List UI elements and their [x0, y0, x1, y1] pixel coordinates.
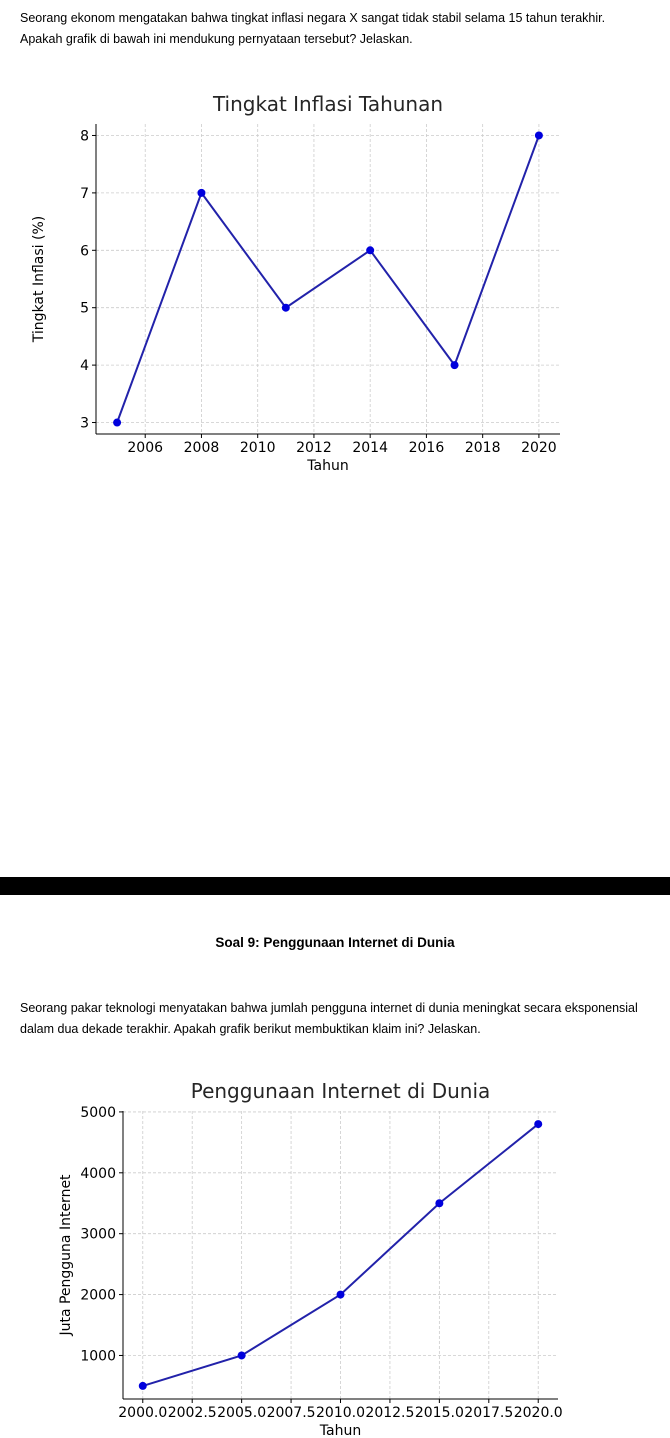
x-tick-label: 2020: [521, 440, 557, 456]
page-divider: [0, 877, 670, 895]
x-tick-label: 2010.0: [316, 1405, 365, 1421]
data-line: [117, 135, 539, 422]
data-point: [282, 304, 290, 312]
y-tick-label: 6: [80, 243, 89, 260]
y-tick-label: 5: [80, 300, 89, 317]
internet-usage-chart: [0, 1078, 670, 1438]
x-axis-label: Tahun: [307, 458, 349, 474]
inflation-chart: [0, 90, 670, 490]
x-tick-label: 2012: [296, 440, 332, 456]
y-tick-label: 3: [80, 415, 89, 432]
x-tick-label: 2010: [239, 440, 276, 456]
data-point: [535, 131, 543, 139]
data-point: [337, 1291, 345, 1299]
question-9-heading: Soal 9: Penggunaan Internet di Dunia: [215, 935, 455, 950]
y-tick-label: 5000: [80, 1104, 116, 1121]
data-point: [113, 419, 121, 427]
data-point: [139, 1382, 147, 1390]
y-axis-label: Juta Pengguna Internet: [58, 1174, 74, 1336]
data-point: [238, 1351, 246, 1359]
y-tick-label: 4000: [80, 1165, 116, 1182]
x-tick-label: 2020.0: [513, 1405, 563, 1421]
question-9-text: Seorang pakar teknologi menyatakan bahwa jumlah pengguna internet di dunia meningkat secara eksponensial dalam dua dekade terakhir. Apakah grafik berikut membuktikan klaim ini? Jelaskan.: [20, 1001, 638, 1036]
y-tick-label: 4: [80, 358, 89, 375]
x-tick-label: 2017.5: [464, 1405, 514, 1421]
y-axis-label: Tingkat Inflasi (%): [31, 215, 47, 343]
chart-title: Penggunaan Internet di Dunia: [190, 1079, 491, 1103]
data-point: [435, 1199, 443, 1207]
y-tick-label: 3000: [80, 1226, 116, 1243]
x-tick-label: 2008: [183, 440, 220, 456]
data-point: [534, 1120, 542, 1128]
x-tick-label: 2002.5: [167, 1405, 217, 1421]
y-tick-label: 8: [80, 128, 89, 145]
x-tick-label: 2007.5: [266, 1405, 316, 1421]
y-tick-label: 7: [80, 185, 89, 202]
x-tick-label: 2006: [127, 440, 164, 456]
data-point: [451, 361, 459, 369]
chart-title: Tingkat Inflasi Tahunan: [212, 92, 444, 116]
data-point: [197, 189, 205, 197]
x-tick-label: 2012.5: [365, 1405, 415, 1421]
x-tick-label: 2018: [464, 440, 501, 456]
y-tick-label: 1000: [80, 1348, 116, 1365]
x-tick-label: 2016: [408, 440, 445, 456]
x-axis-label: Tahun: [319, 1423, 362, 1438]
y-tick-label: 2000: [80, 1287, 116, 1304]
x-tick-label: 2015.0: [414, 1405, 464, 1421]
x-tick-label: 2014: [352, 440, 389, 456]
x-tick-label: 2000.0: [118, 1405, 168, 1421]
question-8-text: Seorang ekonom mengatakan bahwa tingkat inflasi negara X sangat tidak stabil selama 15 tahun terakhir. Apakah grafik di bawah ini mendukung pernyataan tersebut? Jelaskan.: [20, 11, 606, 46]
data-point: [366, 246, 374, 254]
x-tick-label: 2005.0: [217, 1405, 267, 1421]
